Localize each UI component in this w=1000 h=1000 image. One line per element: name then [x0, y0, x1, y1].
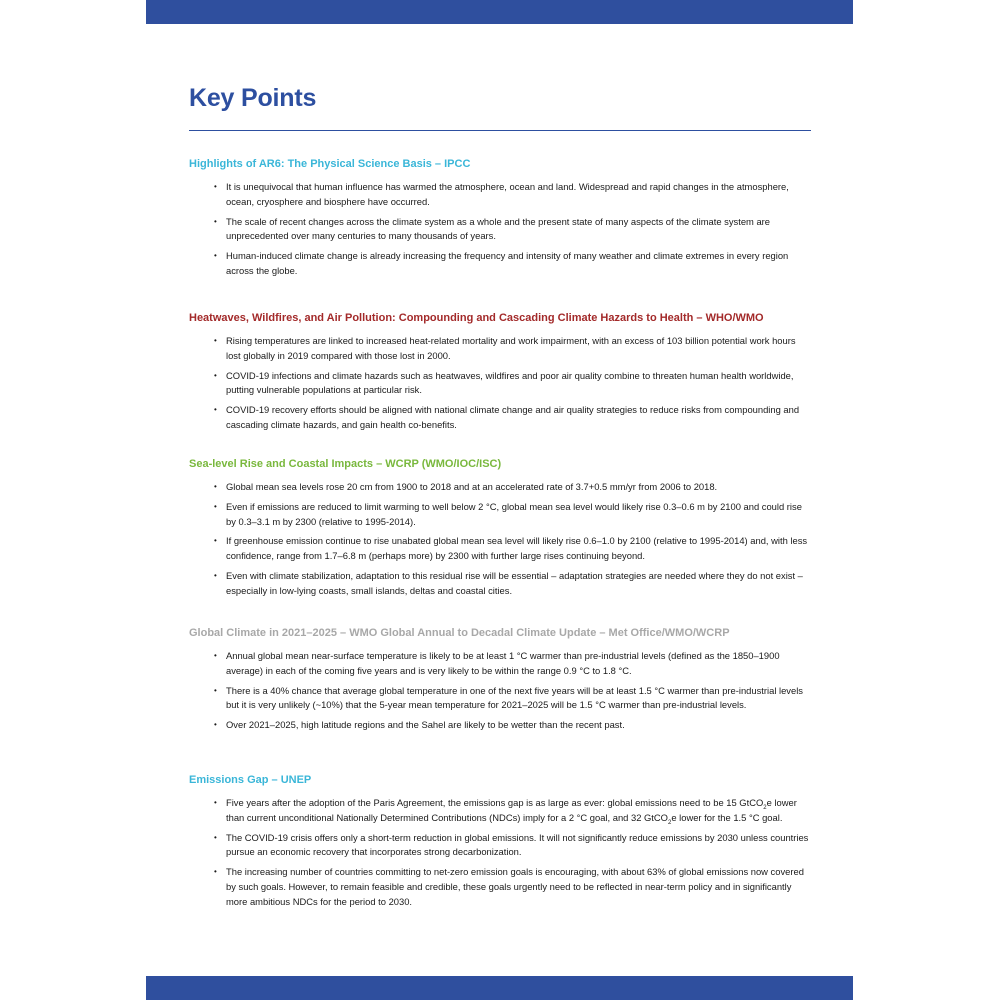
bullet-list [189, 796, 811, 910]
bullet-text: Five years after the adoption of the Paris Agreement, the emissions gap is as large as ever: global emissions need to be 15 GtCO [226, 797, 764, 808]
bullet-list [189, 334, 811, 433]
bullet-item: • Annual global mean near-surface temperature is likely to be at least 1 °C warmer than pre-industrial levels (defined as the 1850–1900 average) in each of the coming five years and is very likely to be within the range 0.9 °C to 1.8 °C. [214, 649, 811, 679]
footer-band [146, 976, 853, 1000]
bullet-item: • Even if emissions are reduced to limit warming to well below 2 °C, global mean sea level would likely rise 0.3–0.6 m by 2100 and could rise by 0.3–3.1 m by 2300 (relative to 1995-2014). [214, 500, 811, 530]
bullet-item: • COVID-19 recovery efforts should be aligned with national climate change and air quality strategies to reduce risks from compounding and cascading climate hazards, and gain health co-benefits. [214, 403, 811, 433]
bullet-item: • COVID-19 infections and climate hazards such as heatwaves, wildfires and poor air quality combine to threaten human health worldwide, putting vulnerable populations at particular risk. [214, 369, 811, 399]
bullet-item [214, 796, 811, 826]
bullet-item: • Global mean sea levels rose 20 cm from 1900 to 2018 and at an accelerated rate of 3.7+0.5 mm/yr from 2006 to 2018. [214, 480, 811, 495]
section-unep [189, 773, 811, 915]
bullet-item: • Human-induced climate change is already increasing the frequency and intensity of many weather and climate extremes in every region across the globe. [214, 249, 811, 279]
document-page [146, 0, 853, 1000]
section-heading: Emissions Gap – UNEP [189, 774, 312, 786]
subscript: 2 [763, 804, 767, 811]
bullet-list [189, 480, 811, 599]
bullet-text: e lower than current unconditional Nationally Determined Contributions (NDCs) imply for a 2 °C goal, and 32 GtCO [226, 797, 797, 823]
bullet-item: • Rising temperatures are linked to increased heat-related mortality and work impairment, with an excess of 103 billion potential work hours lost globally in 2019 compared with those lost in 2000. [214, 334, 811, 364]
bullet-item: • There is a 40% chance that average global temperature in one of the next five years will be at least 1.5 °C warmer than pre-industrial levels but it is very unlikely (~10%) that the 5-year mean temperature for 2021–2025 will be 1.5 °C warmer than pre-industrial levels. [214, 684, 811, 714]
section-heading: Highlights of AR6: The Physical Science Basis – IPCC [189, 158, 471, 170]
bullet-item: • The COVID-19 crisis offers only a short-term reduction in global emissions. It will not significantly reduce emissions by 2030 unless countries pursue an economic recovery that incorporates strong decarbonization. [214, 831, 811, 861]
section-heading: Sea-level Rise and Coastal Impacts – WCRP (WMO/IOC/ISC) [189, 458, 502, 470]
bullet-item: • The increasing number of countries committing to net-zero emission goals is encouraging, with about 63% of global emissions now covered by such goals. However, to remain feasible and credible, these goals urgently need to be reflected in near-term policy and in significantly more ambitious NDCs for the period to 2030. [214, 865, 811, 909]
bullet-list [189, 180, 811, 279]
subscript: 2 [667, 819, 672, 826]
section-wcrp [189, 457, 811, 604]
header-band [146, 0, 853, 24]
section-ipcc [189, 157, 811, 284]
section-met-office [189, 626, 811, 738]
page-title: Key Points [189, 84, 317, 112]
bullet-item: • It is unequivocal that human influence has warmed the atmosphere, ocean and land. Widespread and rapid changes in the atmosphere, ocean, cryosphere and biosphere have occurred. [214, 180, 811, 210]
section-heading: Heatwaves, Wildfires, and Air Pollution: Compounding and Cascading Climate Hazards to Health – WHO/WMO [189, 312, 764, 324]
section-who-wmo [189, 311, 811, 438]
bullet-item: • Over 2021–2025, high latitude regions and the Sahel are likely to be wetter than the recent past. [214, 718, 811, 733]
bullet-list [189, 649, 811, 733]
title-divider [189, 130, 811, 131]
bullet-item: • Even with climate stabilization, adaptation to this residual rise will be essential – adaptation strategies are needed where they do not exist – especially in low-lying coasts, small islands, deltas and coastal cities. [214, 569, 811, 599]
section-heading: Global Climate in 2021–2025 – WMO Global Annual to Decadal Climate Update – Met Office/WMO/WCRP [189, 627, 730, 639]
bullet-text: e lower for the 1.5 °C goal. [671, 811, 783, 823]
bullet-item: • If greenhouse emission continue to rise unabated global mean sea level will likely rise 0.6–1.0 by 2100 (relative to 1995-2014) and, with less confidence, range from 1.7–6.8 m (perhaps more) by 2300 with further large rises continuing beyond. [214, 534, 811, 564]
bullet-item: • The scale of recent changes across the climate system as a whole and the present state of many aspects of the climate system are unprecedented over many centuries to many thousands of years. [214, 215, 811, 245]
